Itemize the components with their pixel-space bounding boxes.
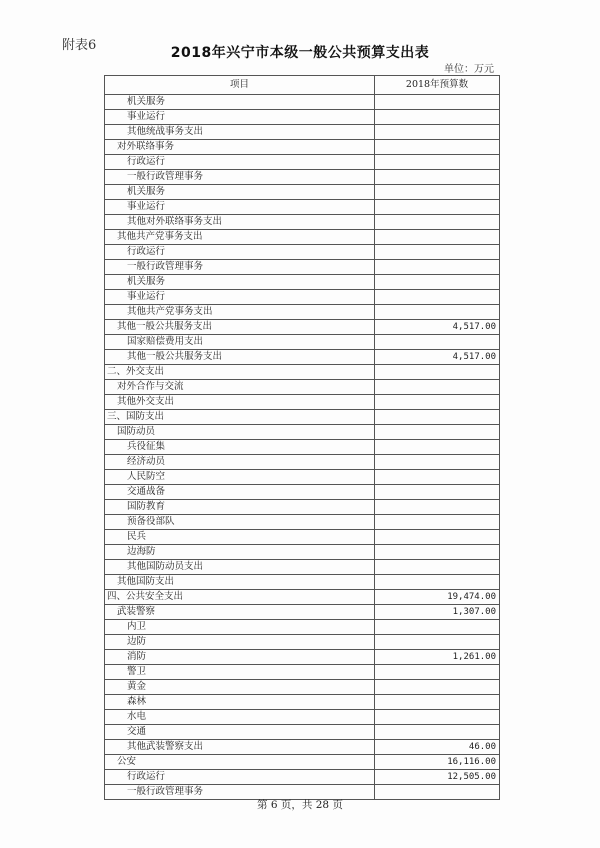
row-item-name: 警卫 (105, 665, 375, 680)
row-item-name: 事业运行 (105, 290, 375, 305)
row-item-name: 行政运行 (105, 770, 375, 785)
row-item-name: 武装警察 (105, 605, 375, 620)
row-budget-value: 4,517.00 (375, 350, 500, 365)
table-row (105, 320, 500, 335)
row-budget-value (375, 485, 500, 500)
row-budget-value (375, 515, 500, 530)
row-budget-value (375, 395, 500, 410)
table-row (105, 650, 500, 665)
row-item-name: 对外联络事务 (105, 140, 375, 155)
row-budget-value (375, 110, 500, 125)
header-item: 项目 (105, 76, 375, 95)
budget-table (104, 75, 500, 800)
row-budget-value (375, 380, 500, 395)
row-item-name: 边海防 (105, 545, 375, 560)
row-budget-value (375, 710, 500, 725)
row-budget-value (375, 725, 500, 740)
table-row (105, 95, 500, 110)
table-row (105, 425, 500, 440)
row-budget-value (375, 305, 500, 320)
table-row (105, 470, 500, 485)
table-row (105, 485, 500, 500)
header-value: 2018年预算数 (375, 76, 500, 95)
table-row (105, 500, 500, 515)
unit-label: 单位：万元 (444, 64, 494, 75)
row-budget-value (375, 185, 500, 200)
row-budget-value (375, 245, 500, 260)
row-budget-value: 46.00 (375, 740, 500, 755)
row-item-name: 其他国防支出 (105, 575, 375, 590)
table-row (105, 530, 500, 545)
row-item-name: 其他共产党事务支出 (105, 230, 375, 245)
row-item-name: 国防教育 (105, 500, 375, 515)
row-budget-value (375, 575, 500, 590)
row-item-name: 二、外交支出 (105, 365, 375, 380)
row-item-name: 人民防空 (105, 470, 375, 485)
table-row (105, 380, 500, 395)
table-row (105, 545, 500, 560)
table-row (105, 350, 500, 365)
table-row (105, 590, 500, 605)
row-item-name: 其他统战事务支出 (105, 125, 375, 140)
table-row (105, 560, 500, 575)
row-budget-value (375, 200, 500, 215)
table-row (105, 290, 500, 305)
row-budget-value (375, 425, 500, 440)
table-row (105, 515, 500, 530)
row-item-name: 四、公共安全支出 (105, 590, 375, 605)
row-item-name: 其他国防动员支出 (105, 560, 375, 575)
row-budget-value (375, 530, 500, 545)
table-row (105, 395, 500, 410)
table-row (105, 455, 500, 470)
row-budget-value (375, 230, 500, 245)
table-row (105, 110, 500, 125)
row-item-name: 预备役部队 (105, 515, 375, 530)
table-row (105, 410, 500, 425)
row-item-name: 一般行政管理事务 (105, 260, 375, 275)
row-budget-value (375, 545, 500, 560)
row-budget-value (375, 455, 500, 470)
row-item-name: 其他一般公共服务支出 (105, 320, 375, 335)
table-row (105, 170, 500, 185)
row-budget-value (375, 155, 500, 170)
page-footer: 第 6 页，共 28 页 (257, 799, 343, 811)
row-budget-value (375, 665, 500, 680)
row-budget-value: 12,505.00 (375, 770, 500, 785)
table-row (105, 755, 500, 770)
row-item-name: 边防 (105, 635, 375, 650)
row-budget-value (375, 500, 500, 515)
row-budget-value (375, 125, 500, 140)
table-row (105, 575, 500, 590)
table-row (105, 620, 500, 635)
row-item-name: 黄金 (105, 680, 375, 695)
row-budget-value (375, 275, 500, 290)
row-budget-value (375, 95, 500, 110)
table-row (105, 215, 500, 230)
table-row (105, 365, 500, 380)
row-item-name: 一般行政管理事务 (105, 785, 375, 800)
row-item-name: 民兵 (105, 530, 375, 545)
table-row (105, 335, 500, 350)
table-row (105, 275, 500, 290)
row-item-name: 国防动员 (105, 425, 375, 440)
row-item-name: 对外合作与交流 (105, 380, 375, 395)
row-budget-value (375, 410, 500, 425)
row-item-name: 其他武装警察支出 (105, 740, 375, 755)
row-item-name: 公安 (105, 755, 375, 770)
row-budget-value (375, 290, 500, 305)
row-item-name: 交通战备 (105, 485, 375, 500)
table-header-row (105, 76, 500, 95)
table-row (105, 125, 500, 140)
table-row (105, 245, 500, 260)
row-budget-value: 16,116.00 (375, 755, 500, 770)
row-budget-value (375, 440, 500, 455)
row-budget-value (375, 695, 500, 710)
row-item-name: 行政运行 (105, 245, 375, 260)
row-item-name: 一般行政管理事务 (105, 170, 375, 185)
table-row (105, 440, 500, 455)
row-budget-value (375, 215, 500, 230)
table-row (105, 230, 500, 245)
row-budget-value (375, 680, 500, 695)
table-row (105, 695, 500, 710)
table-row (105, 200, 500, 215)
row-item-name: 机关服务 (105, 185, 375, 200)
row-item-name: 机关服务 (105, 275, 375, 290)
row-budget-value: 4,517.00 (375, 320, 500, 335)
row-item-name: 水电 (105, 710, 375, 725)
row-item-name: 其他共产党事务支出 (105, 305, 375, 320)
table-row (105, 305, 500, 320)
row-item-name: 机关服务 (105, 95, 375, 110)
table-row (105, 185, 500, 200)
row-item-name: 消防 (105, 650, 375, 665)
table-row (105, 605, 500, 620)
row-budget-value (375, 365, 500, 380)
row-budget-value (375, 635, 500, 650)
row-budget-value (375, 335, 500, 350)
table-row (105, 770, 500, 785)
row-item-name: 其他一般公共服务支出 (105, 350, 375, 365)
row-item-name: 森林 (105, 695, 375, 710)
annex-label: 附表6 (62, 38, 97, 53)
row-budget-value: 19,474.00 (375, 590, 500, 605)
row-item-name: 事业运行 (105, 200, 375, 215)
page-title: 2018年兴宁市本级一般公共预算支出表 (170, 45, 430, 61)
row-budget-value (375, 260, 500, 275)
table-row (105, 725, 500, 740)
row-item-name: 交通 (105, 725, 375, 740)
row-budget-value (375, 620, 500, 635)
table-row (105, 665, 500, 680)
row-budget-value (375, 140, 500, 155)
table-row (105, 140, 500, 155)
table-row (105, 710, 500, 725)
row-budget-value: 1,261.00 (375, 650, 500, 665)
table-row (105, 260, 500, 275)
row-budget-value (375, 560, 500, 575)
row-item-name: 国家赔偿费用支出 (105, 335, 375, 350)
table-row (105, 740, 500, 755)
table-row (105, 635, 500, 650)
row-budget-value (375, 470, 500, 485)
row-budget-value (375, 170, 500, 185)
row-item-name: 三、国防支出 (105, 410, 375, 425)
row-item-name: 经济动员 (105, 455, 375, 470)
row-item-name: 其他对外联络事务支出 (105, 215, 375, 230)
table-row (105, 680, 500, 695)
row-item-name: 其他外交支出 (105, 395, 375, 410)
row-item-name: 事业运行 (105, 110, 375, 125)
row-item-name: 行政运行 (105, 155, 375, 170)
row-item-name: 兵役征集 (105, 440, 375, 455)
row-item-name: 内卫 (105, 620, 375, 635)
row-budget-value: 1,307.00 (375, 605, 500, 620)
table-row (105, 155, 500, 170)
